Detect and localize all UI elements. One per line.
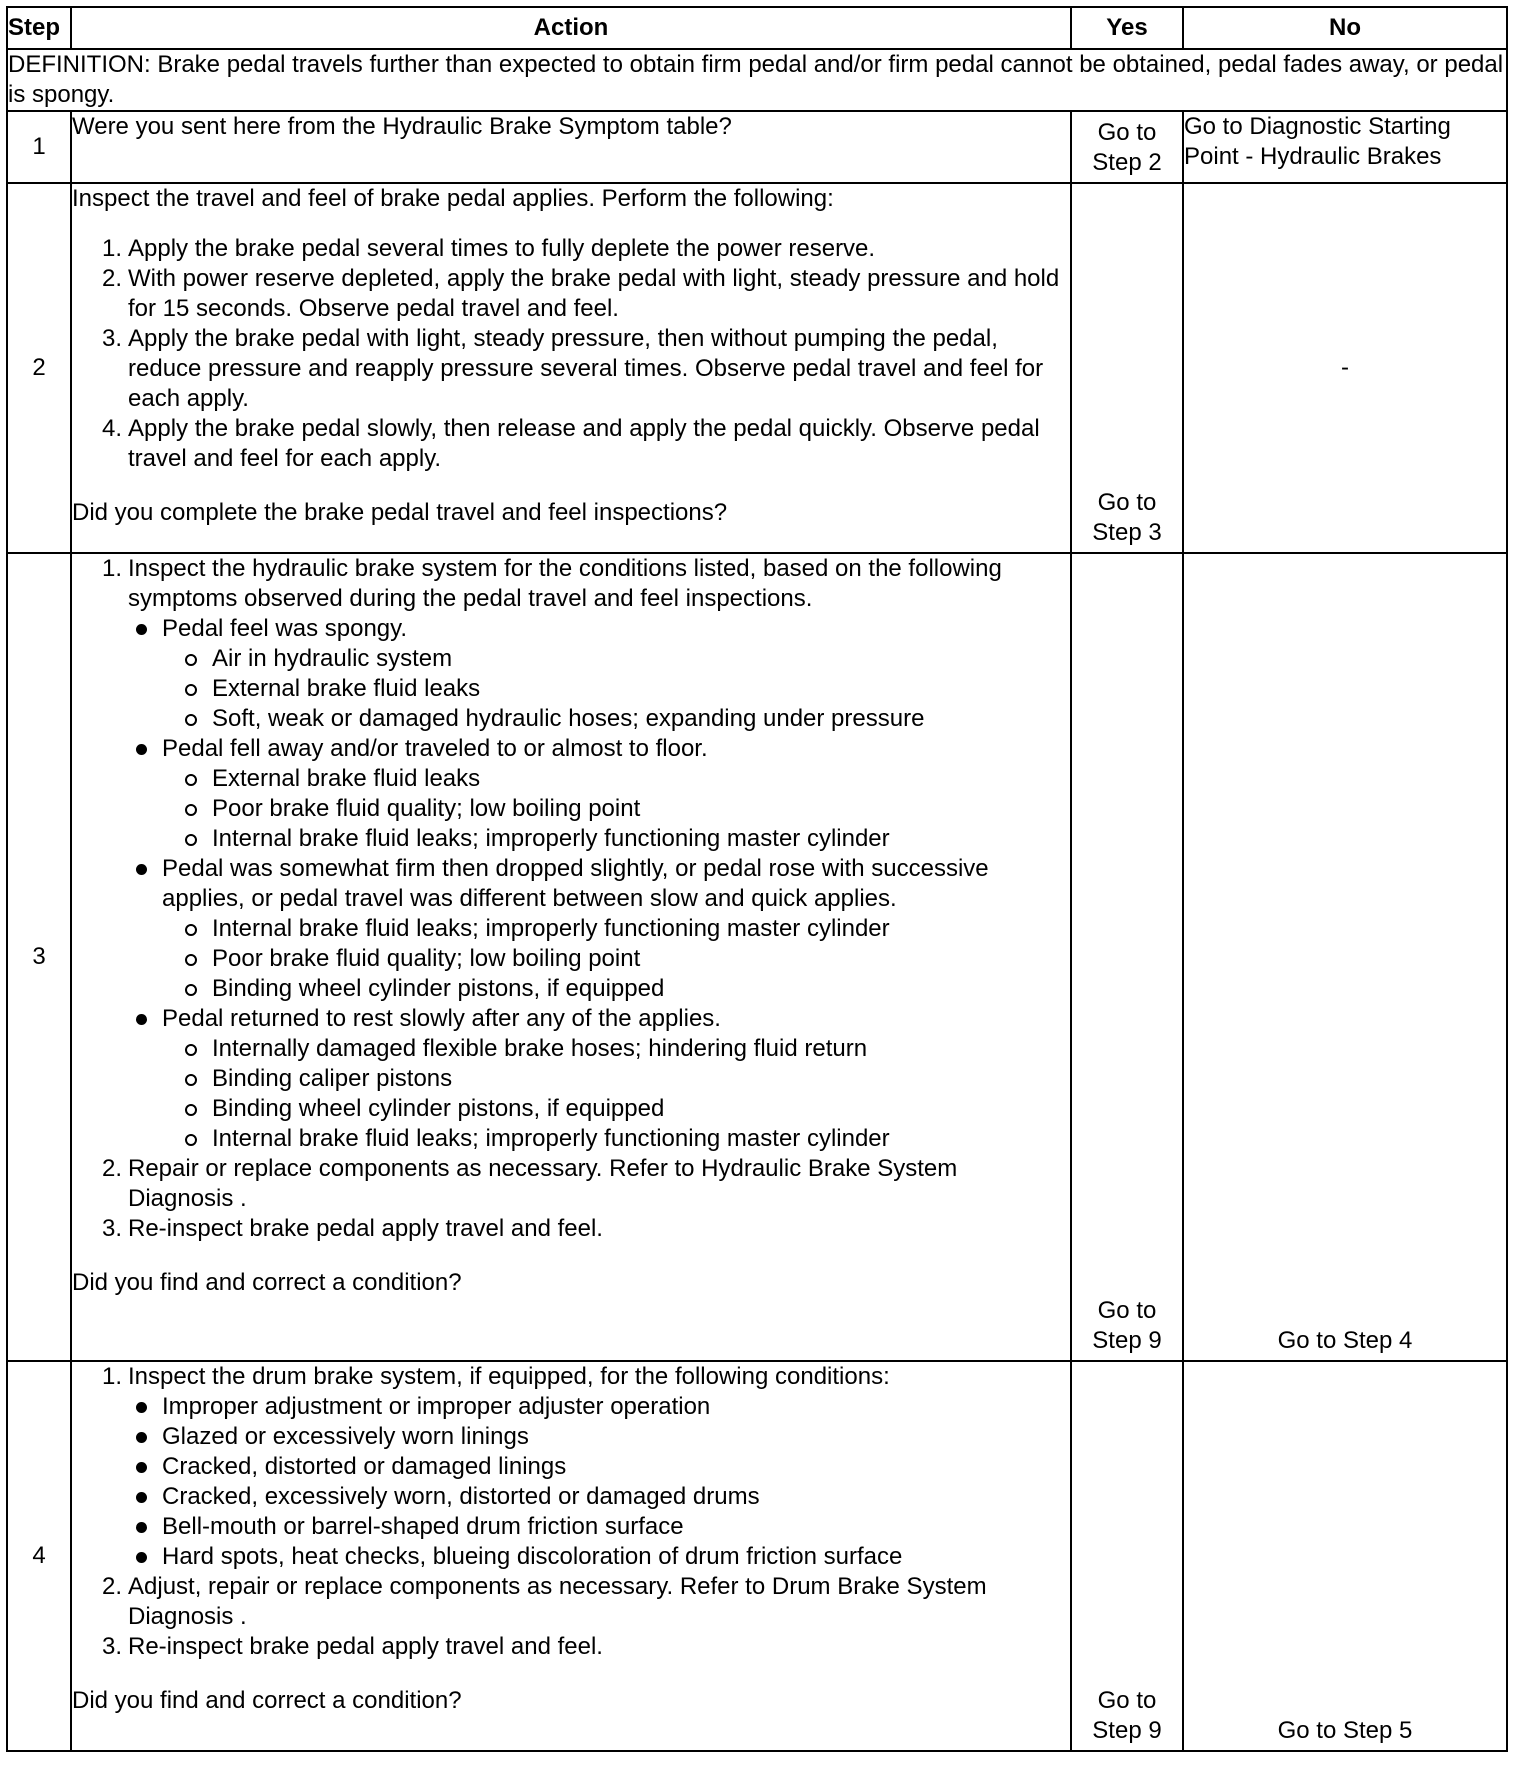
step-question: Did you find and correct a condition? (72, 1269, 462, 1296)
step-number: 3 (7, 553, 71, 1361)
list-item: 2. Repair or replace components as necessary. Refer to Hydraulic Brake System Diagnosis . (101, 1155, 958, 1212)
sub-bullet-item: Binding caliper pistons (178, 1064, 1070, 1094)
step-intro: Inspect the travel and feel of brake pedal applies. Perform the following: (72, 185, 834, 212)
list-item: 2. Adjust, repair or replace components as necessary. Refer to Drum Brake System Diagnosis . (101, 1573, 987, 1630)
sub-bullet-item: External brake fluid leaks (178, 674, 1070, 704)
bullet-item: Pedal returned to rest slowly after any of the applies. (128, 1004, 1070, 1034)
step-row-2 (7, 183, 1507, 553)
step-yes: Go to Step 9 (1071, 553, 1183, 1361)
sub-bullet-item: Internally damaged flexible brake hoses; hindering fluid return (178, 1034, 1070, 1064)
step-yes: Go to Step 3 (1071, 183, 1183, 553)
step-row-3 (7, 553, 1507, 1361)
list-item: 4. Apply the brake pedal slowly, then release and apply the pedal quickly. Observe pedal travel and feel for each apply. (101, 415, 1040, 472)
list-item: 3. Apply the brake pedal with light, steady pressure, then without pumping the pedal, reduce pressure and reapply pressure several times. Observe pedal travel and feel for each apply. (101, 325, 1044, 412)
header-row (7, 7, 1507, 49)
step-row-1 (7, 111, 1507, 183)
bullet-item: Pedal fell away and/or traveled to or almost to floor. (128, 734, 1070, 764)
sub-bullet-item: Binding wheel cylinder pistons, if equipped (178, 1094, 1070, 1124)
diagnostic-table (6, 6, 1508, 1752)
list-item: 1. Apply the brake pedal several times to fully deplete the power reserve. (101, 235, 876, 262)
step-no: Go to Step 4 (1183, 553, 1507, 1361)
bullet-item: Improper adjustment or improper adjuster operation (128, 1392, 1070, 1422)
step-number: 2 (7, 183, 71, 553)
step-question: Did you complete the brake pedal travel and feel inspections? (72, 499, 728, 526)
step-number: 4 (7, 1361, 71, 1751)
sub-bullet-item: Poor brake fluid quality; low boiling point (178, 794, 1070, 824)
step-action (71, 1361, 1071, 1751)
bullet-item: Bell-mouth or barrel-shaped drum friction surface (128, 1512, 1070, 1542)
step-no: Go to Step 5 (1183, 1361, 1507, 1751)
step-yes: Go to Step 2 (1071, 111, 1183, 183)
list-item: 2. With power reserve depleted, apply the brake pedal with light, steady pressure and hold for 15 seconds. Observe pedal travel and feel. (101, 265, 1060, 322)
step-yes: Go to Step 9 (1071, 1361, 1183, 1751)
step-action (71, 183, 1071, 553)
definition-row (7, 49, 1507, 111)
step-number: 1 (7, 111, 71, 183)
sub-bullet-item: Air in hydraulic system (178, 644, 1070, 674)
list-item: 1. Inspect the hydraulic brake system for the conditions listed, based on the following symptoms observed during the pedal travel and feel inspections. (101, 555, 1002, 612)
step-no: Go to Diagnostic Starting Point - Hydraulic Brakes (1183, 111, 1507, 183)
bullet-item: Cracked, distorted or damaged linings (128, 1452, 1070, 1482)
header-no: No (1183, 7, 1507, 49)
definition-text: DEFINITION: Brake pedal travels further than expected to obtain firm pedal and/or firm pedal cannot be obtained, pedal fades away, or pedal is spongy. (7, 49, 1507, 111)
bullet-item: Cracked, excessively worn, distorted or damaged drums (128, 1482, 1070, 1512)
step-row-4 (7, 1361, 1507, 1751)
bullet-item: Pedal feel was spongy. (128, 614, 1070, 644)
bullet-item: Pedal was somewhat firm then dropped slightly, or pedal rose with successive applies, or pedal travel was different between slow and quick applies. (128, 854, 1070, 914)
step-action: Were you sent here from the Hydraulic Brake Symptom table? (71, 111, 1071, 183)
diagnostic-table-wrapper (6, 6, 1508, 1752)
sub-bullet-item: External brake fluid leaks (178, 764, 1070, 794)
header-action: Action (71, 7, 1071, 49)
step-question: Did you find and correct a condition? (72, 1687, 462, 1714)
header-step: Step (7, 7, 71, 49)
step-no: - (1183, 183, 1507, 553)
list-item: 3. Re-inspect brake pedal apply travel and feel. (101, 1215, 603, 1242)
sub-bullet-item: Binding wheel cylinder pistons, if equipped (178, 974, 1070, 1004)
bullet-item: Hard spots, heat checks, blueing discoloration of drum friction surface (128, 1542, 1070, 1572)
step-action (71, 553, 1071, 1361)
sub-bullet-item: Internal brake fluid leaks; improperly functioning master cylinder (178, 1124, 1070, 1154)
sub-bullet-item: Internal brake fluid leaks; improperly functioning master cylinder (178, 914, 1070, 944)
sub-bullet-item: Poor brake fluid quality; low boiling point (178, 944, 1070, 974)
sub-bullet-item: Internal brake fluid leaks; improperly functioning master cylinder (178, 824, 1070, 854)
sub-bullet-item: Soft, weak or damaged hydraulic hoses; expanding under pressure (178, 704, 1070, 734)
list-item: 1. Inspect the drum brake system, if equipped, for the following conditions: (101, 1363, 890, 1390)
header-yes: Yes (1071, 7, 1183, 49)
bullet-item: Glazed or excessively worn linings (128, 1422, 1070, 1452)
list-item: 3. Re-inspect brake pedal apply travel and feel. (101, 1633, 603, 1660)
